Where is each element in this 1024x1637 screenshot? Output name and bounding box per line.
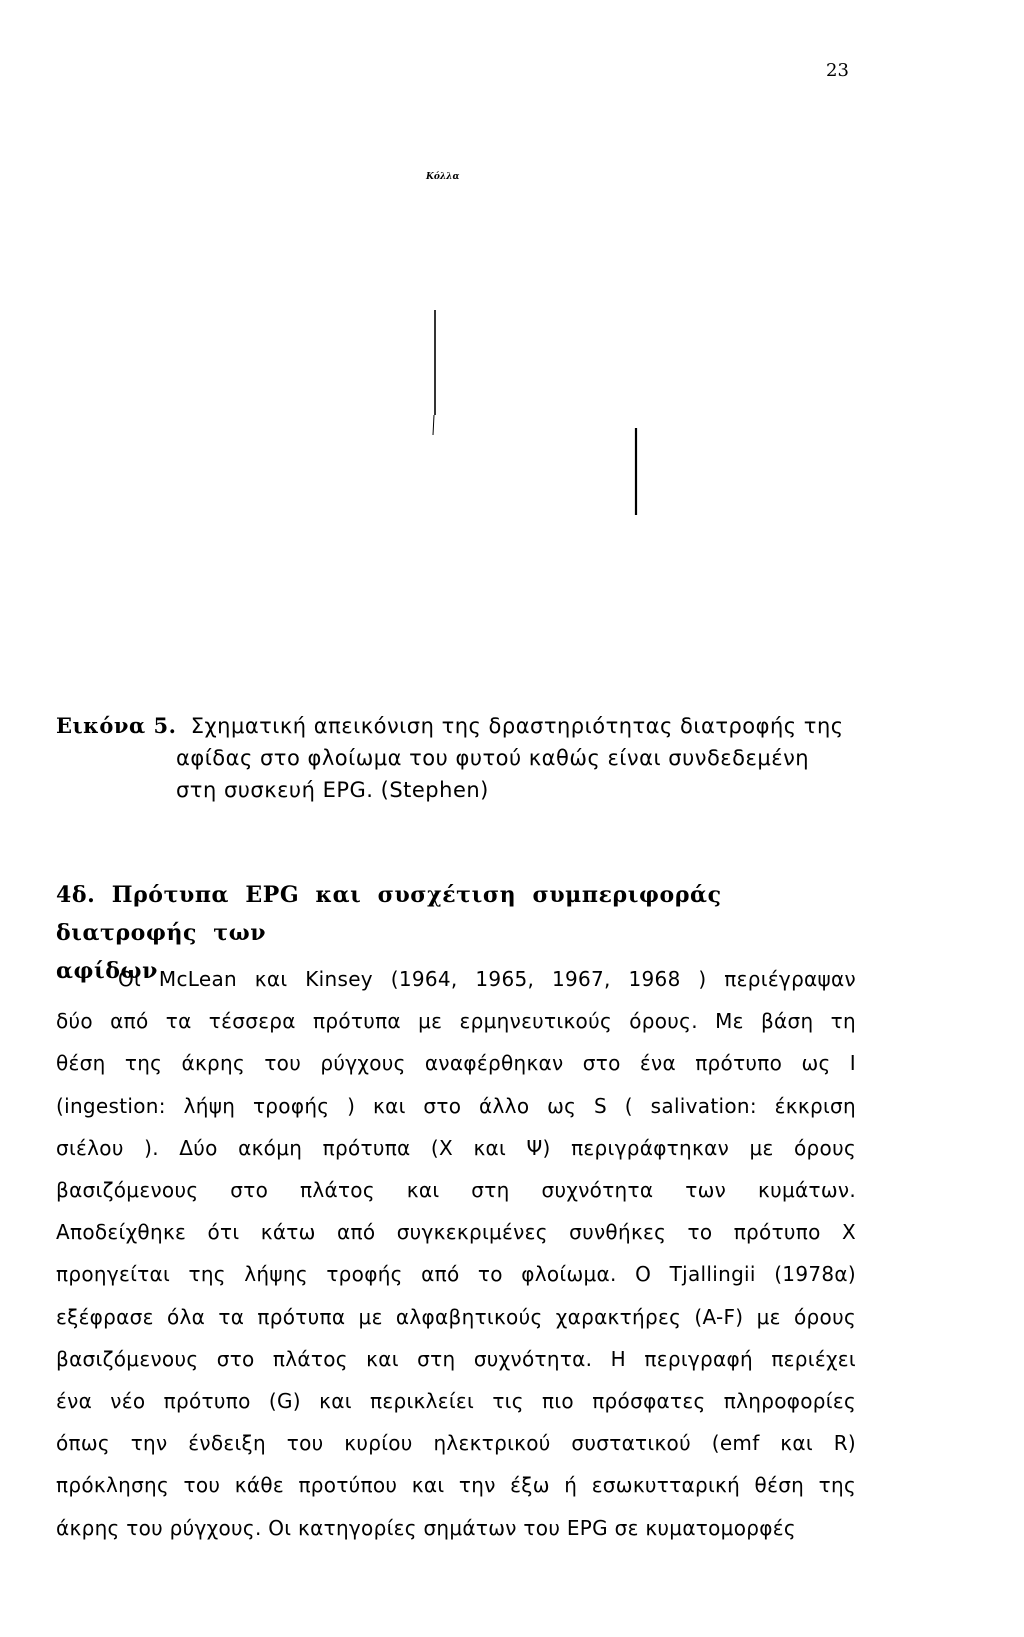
figure-drawing xyxy=(378,160,798,540)
body-line: Οι McLean και Kinsey (1964, 1965, 1967, 1968 ) περιέγραψαν xyxy=(118,967,856,991)
stylet-line-upper-tail xyxy=(433,415,434,435)
body-line: βασιζόμενους στο πλάτος και στη συχνότητα. Η περιγραφή περιέχει xyxy=(56,1346,856,1371)
body-line: ένα νέο πρότυπο (G) και περικλείει τις πιο πρόσφατες πληροφορίες xyxy=(56,1389,856,1414)
body-paragraph xyxy=(56,958,856,1549)
caption-line-2: αφίδας στο φλοίωμα του φυτού καθώς είναι συνδεδεμένη xyxy=(176,746,810,770)
body-line: άκρης του ρύγχους. Οι κατηγορίες σημάτων του EPG σε κυματομορφές xyxy=(56,1515,796,1540)
caption-label: Εικόνα 5. xyxy=(56,713,177,738)
figure-label-glue: Κόλλα xyxy=(426,172,460,182)
body-line: (ingestion: λήψη τροφής ) και στο άλλο ως S ( salivation: έκκριση xyxy=(56,1093,856,1118)
body-line: σιέλου ). Δύο ακόμη πρότυπα (X και Ψ) περιγράφτηκαν με όρους xyxy=(56,1135,856,1160)
heading-line-2: αφίδων xyxy=(56,958,158,984)
body-line: όπως την ένδειξη του κυρίου ηλεκτρικού συστατικού (emf και R) xyxy=(56,1431,856,1456)
body-line: πρόκλησης του κάθε προτύπου και την έξω ή εσωκυτταρική θέση της xyxy=(56,1473,856,1498)
body-line: εξέφρασε όλα τα πρότυπα με αλφαβητικούς χαρακτήρες (A-F) με όρους xyxy=(56,1304,856,1329)
body-line: Αποδείχθηκε ότι κάτω από συγκεκριμένες συνθήκες το πρότυπο X xyxy=(56,1220,856,1245)
body-line: προηγείται της λήψης τροφής από το φλοίωμα. Ο Tjallingii (1978α) xyxy=(56,1262,856,1287)
heading-line-1: 4δ. Πρότυπα EPG και συσχέτιση συμπεριφοράς διατροφής των xyxy=(56,882,722,946)
caption-line-1: Σχηματική απεικόνιση της δραστηριότητας διατροφής της xyxy=(190,714,844,738)
figure-caption xyxy=(56,710,856,806)
caption-line-3: στη συσκευή EPG. (Stephen) xyxy=(176,778,489,802)
body-line: θέση της άκρης του ρύγχους αναφέρθηκαν στο ένα πρότυπο ως I xyxy=(56,1051,856,1076)
page-number: 23 xyxy=(826,60,849,81)
body-line: δύο από τα τέσσερα πρότυπα με ερμηνευτικούς όρους. Με βάση τη xyxy=(56,1009,856,1034)
body-line: βασιζόμενους στο πλάτος και στη συχνότητα των κυμάτων. xyxy=(56,1178,856,1203)
figure-5-illustration xyxy=(378,160,798,540)
